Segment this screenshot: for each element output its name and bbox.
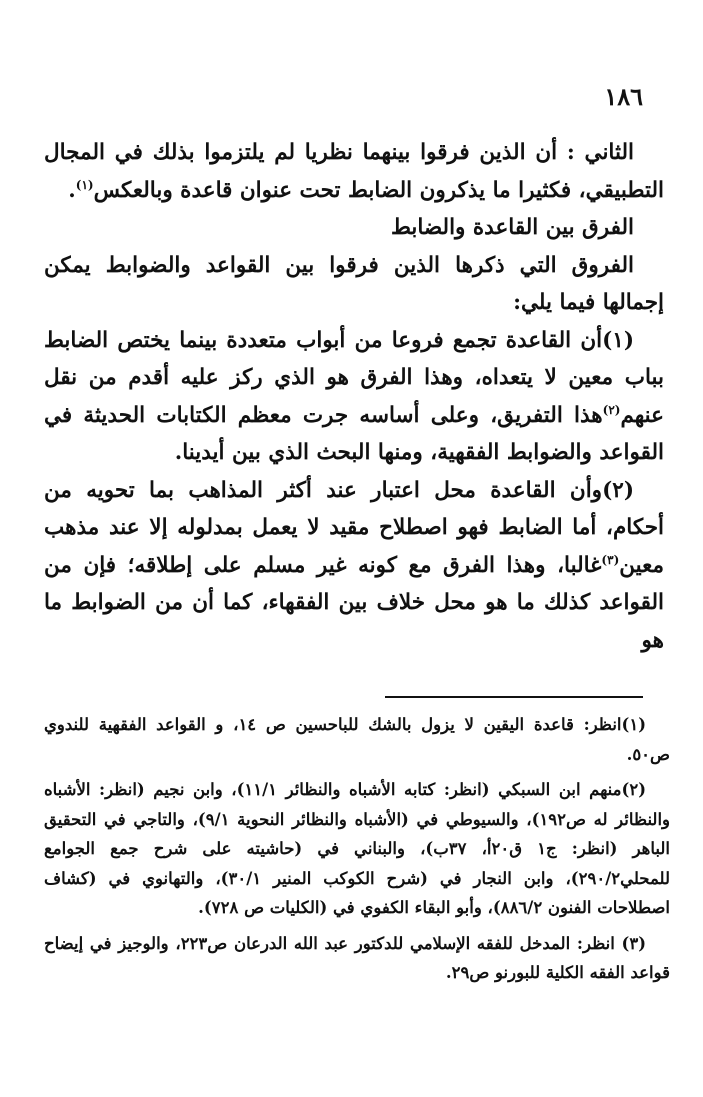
paragraph-difference-1-text-b: هذا التفريق، وعلى أساسه جرت معظم الكتابات الحديثة في القواعد والضوابط الفقهية، ومنها البحث الذي بين أيدينا. (44, 402, 664, 465)
paragraph-second-reason-end: . (68, 177, 76, 203)
page-number: ١٨٦ (604, 82, 643, 111)
footnote-1: (١)انظر: قاعدة اليقين لا يزول بالشك للباحسين ص ١٤، و القواعد الفقهية للندوي ص٥٠. (44, 715, 670, 764)
footnote-ref-3: (٣) (601, 552, 620, 567)
footnotes (44, 710, 670, 994)
footnote-divider (385, 696, 643, 698)
paragraph-difference-1-text-a: (١)أن القاعدة تجمع فروعا من أبواب متعددة بينما يختص الضابط بباب معين لا يتعداه، وهذا الفرق هو الذي ركز عليه أقدم من نقل عنهم (44, 327, 664, 428)
paragraph-differences-intro: الفروق التي ذكرها الذين فرقوا بين القواعد والضوابط يمكن إجمالها فيما يلي: (44, 252, 664, 315)
section-heading: الفرق بين القاعدة والضابط (390, 215, 634, 240)
paragraph-difference-2 (44, 472, 664, 660)
main-text (44, 134, 664, 659)
footnote-2: (٢)منهم ابن السبكي (انظر: كتابه الأشباه والنظائر ١١/١)، وابن نجيم (انظر: الأشباه والنظائر له ص١٩٢)، والسيوطي في (الأشباه والنظائر النحوية ٩/١)، والتاجي في التحقيق الباهر (انظر: ج١ ق٢٠أ، ٣٧ب)، والبناني في (حاشيته على شرح جمع الجوامع للمحلي٢٩٠/٢)، وابن النجار في (شرح الكوكب المنير ٣٠/١)، والتهانوي في (كشاف اصطلاحات الفنون ٨٨٦/٢)، وأبو البقاء الكفوي في (الكليات ص ٧٢٨). (44, 780, 671, 917)
paragraph-difference-1 (44, 322, 664, 472)
paragraph-second-reason (44, 134, 664, 209)
footnote-ref-1: (١) (75, 177, 94, 192)
paragraph-difference-2-text-a: (٢)وأن القاعدة محل اعتبار عند أكثر المذاهب بما تحويه من أحكام، أما الضابط فهو اصطلاح مقيد لا يعمل بمدلوله إلا عند مذهب معين (44, 477, 664, 578)
paragraph-second-reason-text: الثاني : أن الذين فرقوا بينهما نظريا لم يلتزموا بذلك في المجال التطبيقي، فكثيرا ما يذكرون الضابط تحت عنوان قاعدة وبالعكس (44, 140, 664, 203)
footnote-3: (٣) انظر: المدخل للفقه الإسلامي للدكتور عبد الله الدرعان ص٢٢٣، والوجيز في إيضاح قواعد الفقه الكلية للبورنو ص٢٩. (44, 933, 670, 982)
footnote-ref-2: (٢) (602, 402, 621, 417)
paragraph-difference-2-text-b: غالبا، وهذا الفرق مع كونه غير مسلم على إطلاقه؛ فإن من القواعد كذلك ما هو محل خلاف بين الفقهاء، كما أن من الضوابط ما هو (44, 552, 664, 653)
